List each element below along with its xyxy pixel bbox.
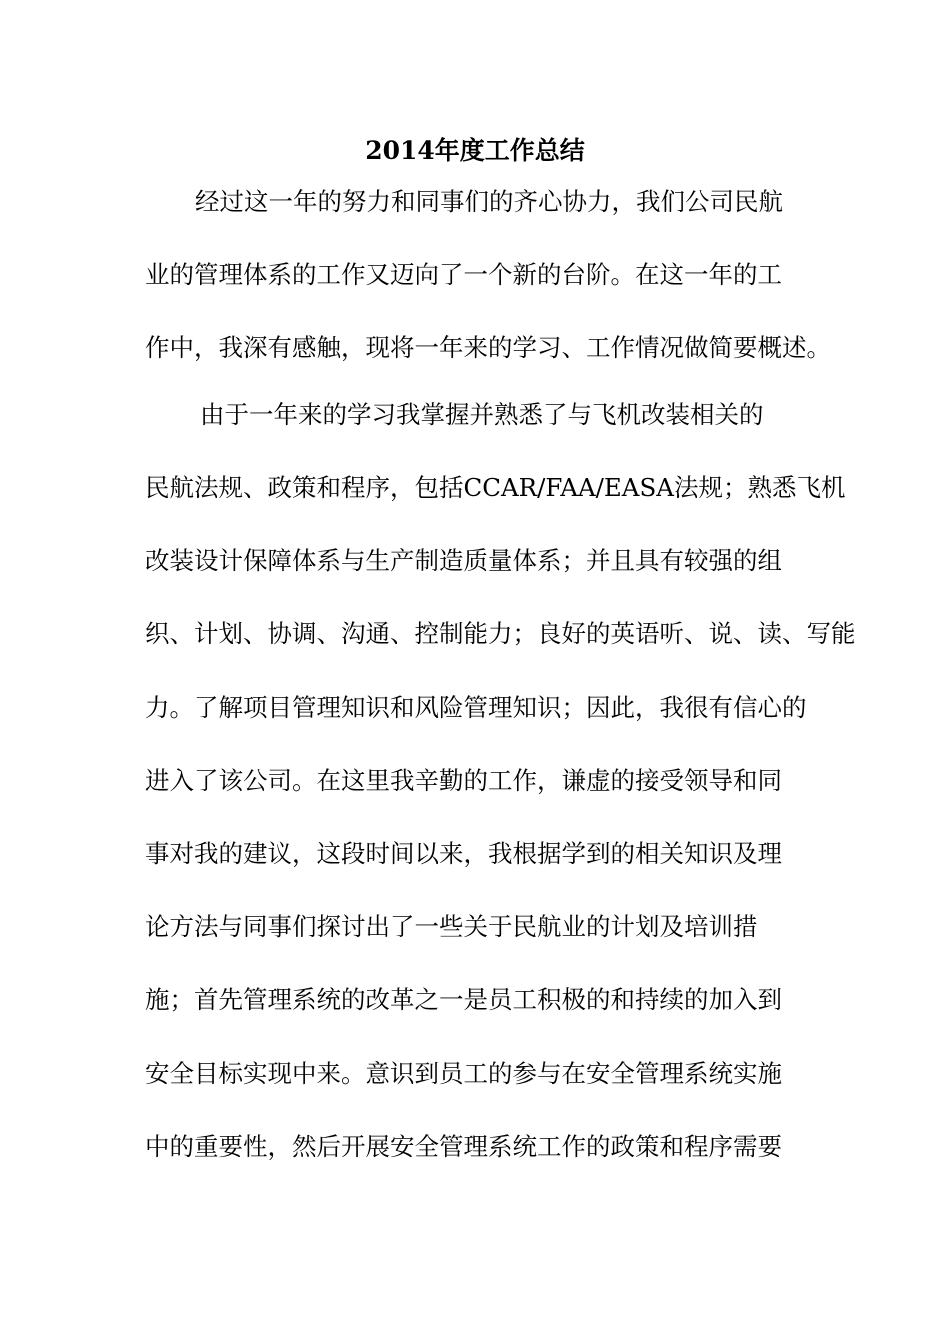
paragraph-line: 施；首先管理系统的改革之一是员工积极的和持续的加入到: [145, 985, 782, 1014]
paragraph-line: 事对我的建议，这段时间以来，我根据学到的相关知识及理: [145, 839, 782, 868]
paragraph-line: 业的管理体系的工作又迈向了一个新的台阶。在这一年的工: [145, 260, 782, 289]
paragraph-line: 作中，我深有感触，现将一年来的学习、工作情况做简要概述。: [145, 333, 831, 362]
paragraph-line: 改装设计保障体系与生产制造质量体系；并且具有较强的组: [145, 546, 782, 575]
paragraph-line: 经过这一年的努力和同事们的齐心协力，我们公司民航: [195, 187, 783, 216]
paragraph-line: 进入了该公司。在这里我辛勤的工作，谦虚的接受领导和同: [145, 766, 782, 795]
paragraph-line: 由于一年来的学习我掌握并熟悉了与飞机改装相关的: [200, 400, 764, 429]
paragraph-line: 民航法规、政策和程序，包括CCAR/FAA/EASA法规；熟悉飞机: [145, 473, 846, 502]
paragraph-line: 安全目标实现中来。意识到员工的参与在安全管理系统实施: [145, 1059, 782, 1088]
paragraph-line: 论方法与同事们探讨出了一些关于民航业的计划及培训措: [145, 912, 758, 941]
document-title: 2014年度工作总结: [365, 136, 585, 165]
paragraph-line: 中的重要性，然后开展安全管理系统工作的政策和程序需要: [145, 1132, 782, 1161]
paragraph-line: 力。了解项目管理知识和风险管理知识；因此，我很有信心的: [145, 693, 807, 722]
paragraph-line: 织、计划、协调、沟通、控制能力；良好的英语听、说、读、写能: [145, 619, 856, 648]
